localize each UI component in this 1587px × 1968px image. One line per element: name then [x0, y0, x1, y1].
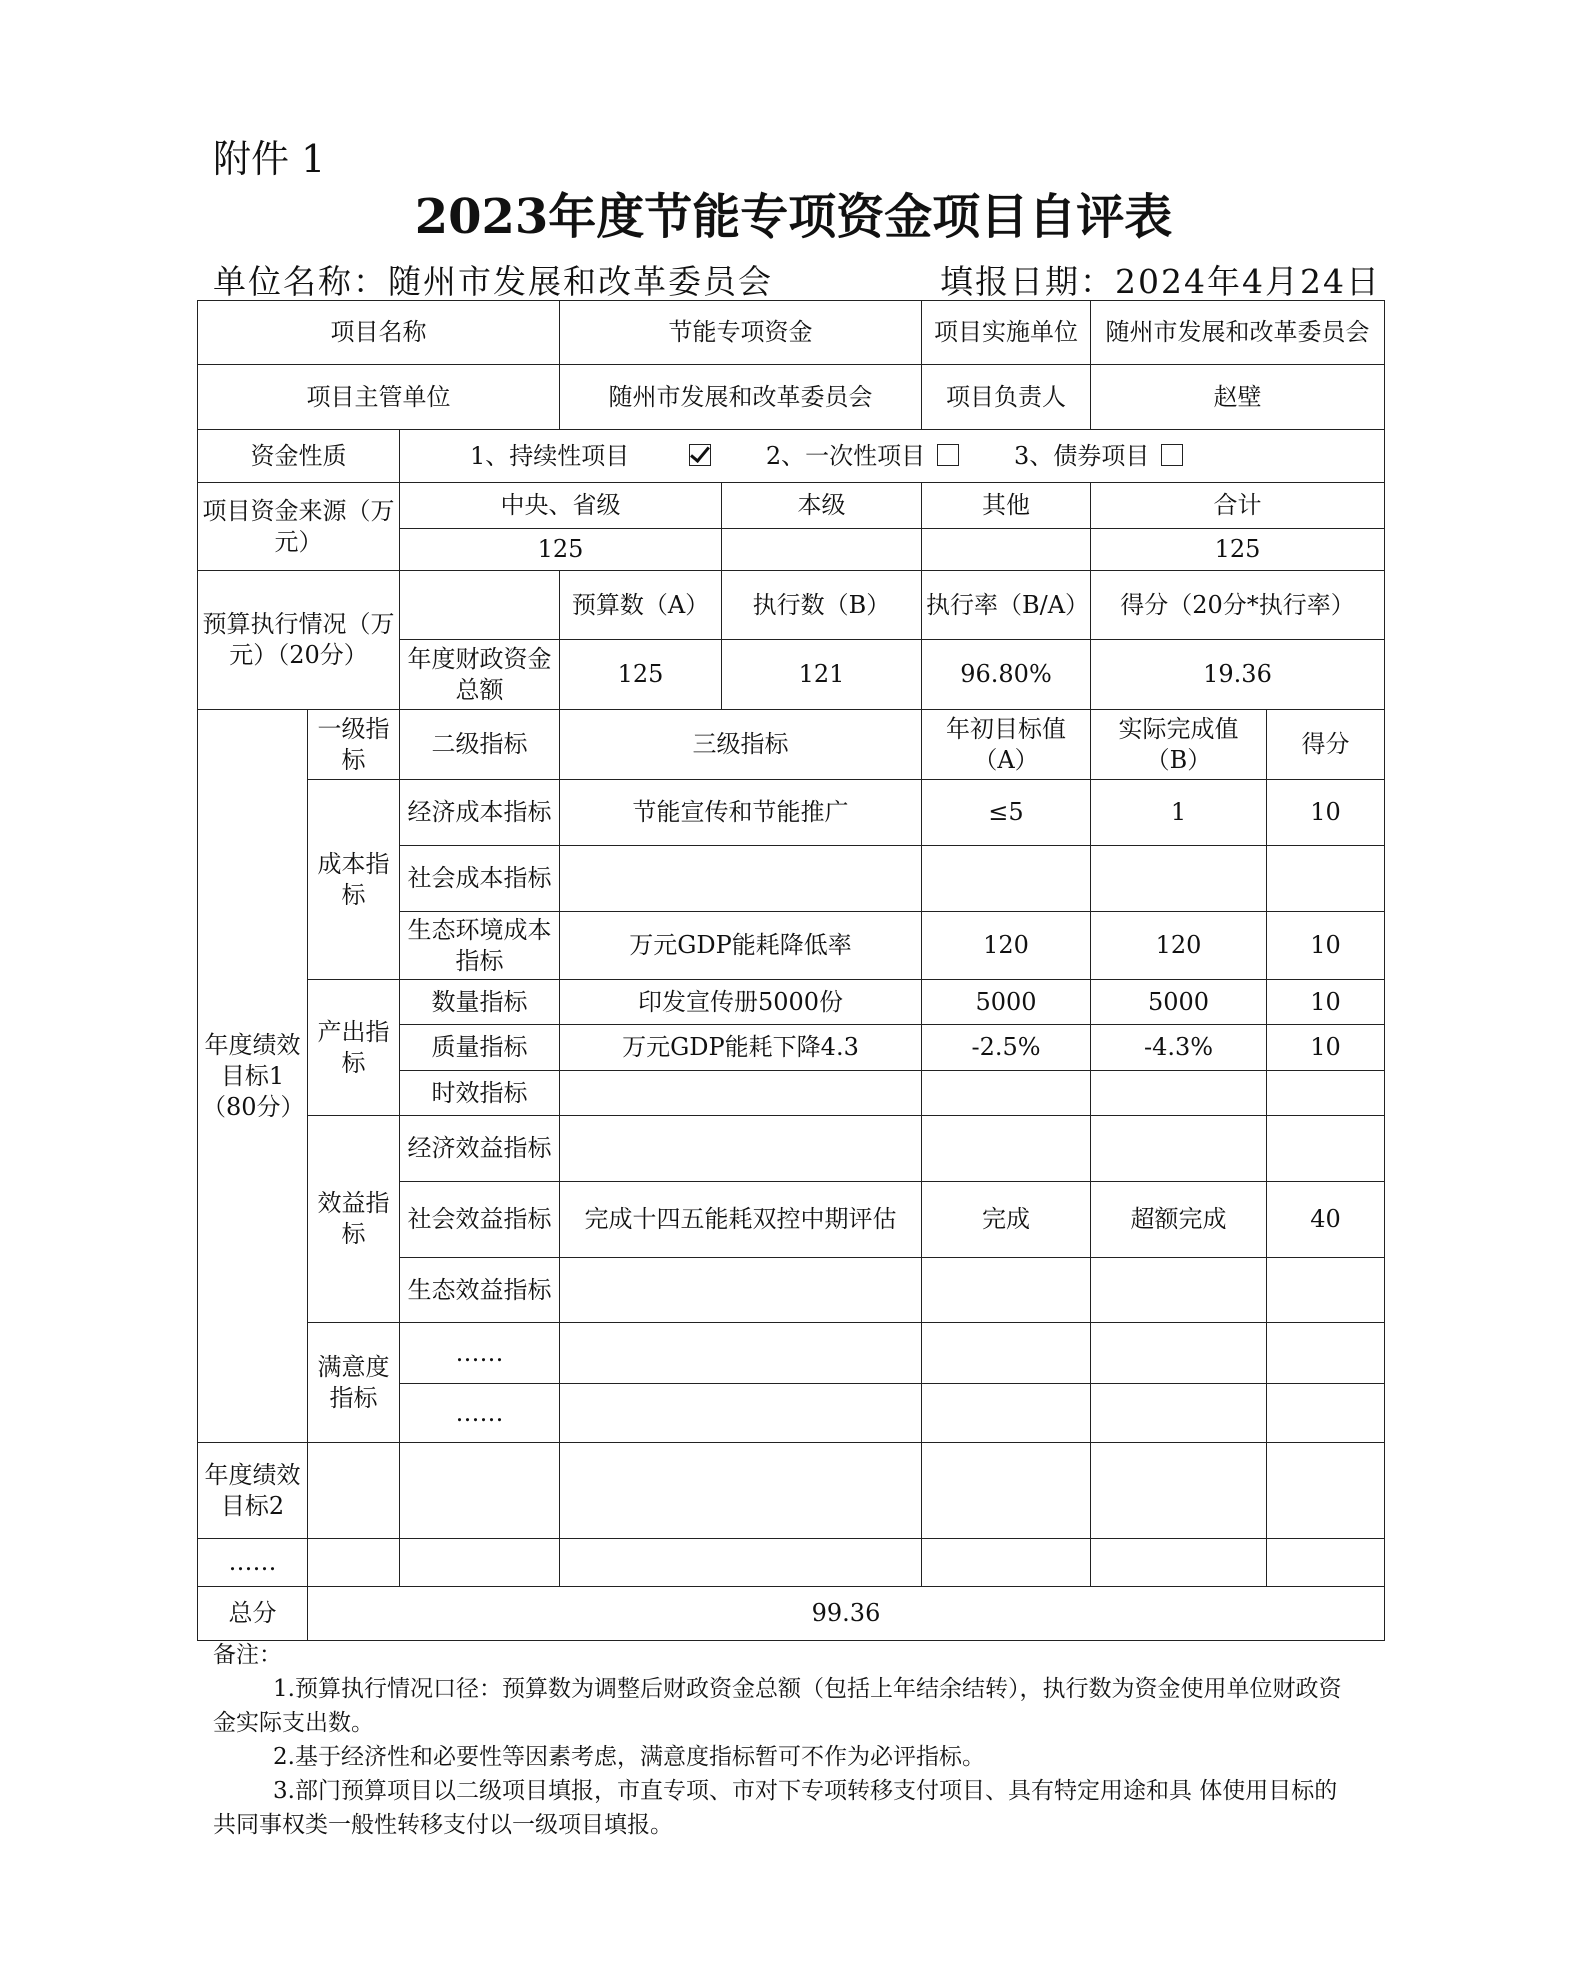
level1-header: 一级指标 [308, 710, 400, 780]
leader-label: 项目负责人 [922, 365, 1091, 430]
level3-header: 三级指标 [560, 710, 922, 780]
note-1: 1.预算执行情况口径：预算数为调整后财政资金总额（包括上年结余结转），执行数为资金使用单位财政资金实际支出数。 [213, 1676, 1342, 1736]
score-cell: 10 [1267, 980, 1385, 1025]
self-evaluation-table [197, 300, 1385, 1641]
goal2-label: 年度绩效目标2 [198, 1443, 308, 1539]
impl-unit-label: 项目实施单位 [922, 301, 1091, 365]
table-row [198, 780, 1385, 846]
target-cell [922, 1071, 1091, 1116]
table-row [198, 301, 1385, 365]
notes-heading: 备注： [213, 1642, 282, 1668]
level3-cell [560, 1258, 922, 1323]
level2-cell: …… [400, 1323, 560, 1384]
unit-name-line: 单位名称：随州市发展和改革委员会 [213, 262, 773, 301]
target-cell: -2.5% [922, 1025, 1091, 1071]
table-row [198, 1587, 1385, 1641]
fund-nature-label: 资金性质 [198, 430, 400, 483]
level2-header: 二级指标 [400, 710, 560, 780]
level3-cell: 万元GDP能耗下降4.3 [560, 1025, 922, 1071]
annual-fund-label: 年度财政资金总额 [400, 640, 560, 710]
note-3: 3.部门预算项目以二级项目填报，市直专项、市对下专项转移支付项目、具有特定用途和具 体使用目标的共同事权类一般性转移支付以一级项目填报。 [213, 1778, 1338, 1838]
target-cell: ≤5 [922, 780, 1091, 846]
score-value: 19.36 [1091, 640, 1385, 710]
target-header: 年初目标值（A） [922, 710, 1091, 780]
source-other-header: 其他 [922, 483, 1091, 529]
target-cell [922, 1116, 1091, 1182]
fund-nature-options [400, 430, 1385, 483]
actual-cell: 超额完成 [1091, 1182, 1267, 1258]
page-title: 2023年度节能专项资金项目自评表 [414, 189, 1173, 245]
actual-cell: 1 [1091, 780, 1267, 846]
target-cell [922, 1384, 1091, 1443]
target-cell [922, 846, 1091, 912]
target-cell [922, 1323, 1091, 1384]
target-cell: 完成 [922, 1182, 1091, 1258]
table-row [198, 980, 1385, 1025]
impl-unit-value: 随州市发展和改革委员会 [1091, 301, 1385, 365]
exec-value: 121 [722, 640, 922, 710]
score-cell [1267, 1071, 1385, 1116]
level3-cell: 印发宣传册5000份 [560, 980, 922, 1025]
option-continuing: 1、持续性项目 [470, 441, 630, 470]
option-bond: 3、债券项目 [1014, 441, 1150, 470]
level3-cell [560, 1116, 922, 1182]
target-cell: 5000 [922, 980, 1091, 1025]
source-total-header: 合计 [1091, 483, 1385, 529]
level2-cell: 数量指标 [400, 980, 560, 1025]
score-cell [1267, 1384, 1385, 1443]
level3-cell [560, 1323, 922, 1384]
budget-label: 预算执行情况（万元）（20分） [198, 571, 400, 710]
project-name-label: 项目名称 [198, 301, 560, 365]
checked-box-icon[interactable] [689, 444, 711, 466]
level2-cell: 时效指标 [400, 1071, 560, 1116]
attachment-label: 附件 1 [213, 137, 326, 181]
actual-cell: -4.3% [1091, 1025, 1267, 1071]
level2-cell: 生态环境成本指标 [400, 912, 560, 980]
score-header: 得分（20分*执行率） [1091, 571, 1385, 640]
level2-cell: 社会效益指标 [400, 1182, 560, 1258]
option-one-time: 2、一次性项目 [765, 441, 926, 470]
target-cell: 120 [922, 912, 1091, 980]
source-central-value: 125 [400, 529, 722, 571]
source-central-header: 中央、省级 [400, 483, 722, 529]
leader-value: 赵壁 [1091, 365, 1385, 430]
level2-cell: …… [400, 1384, 560, 1443]
score-cell [1267, 1258, 1385, 1323]
actual-cell [1091, 846, 1267, 912]
mgr-unit-value: 随州市发展和改革委员会 [560, 365, 922, 430]
budget-value: 125 [560, 640, 722, 710]
table-row [198, 365, 1385, 430]
actual-cell: 120 [1091, 912, 1267, 980]
source-local-header: 本级 [722, 483, 922, 529]
goal-ellipsis: …… [198, 1539, 308, 1587]
level3-cell: 节能宣传和节能推广 [560, 780, 922, 846]
score-cell [1267, 1323, 1385, 1384]
perf-score-header: 得分 [1267, 710, 1385, 780]
score-cell [1267, 846, 1385, 912]
mgr-unit-label: 项目主管单位 [198, 365, 560, 430]
actual-cell [1091, 1116, 1267, 1182]
fill-date-line: 填报日期：2024年4月24日 [940, 262, 1381, 301]
actual-cell: 5000 [1091, 980, 1267, 1025]
satisfaction-indicator-label: 满意度指标 [308, 1323, 400, 1443]
score-cell: 10 [1267, 1025, 1385, 1071]
goal1-label: 年度绩效目标1（80分） [198, 710, 308, 1443]
source-total-value: 125 [1091, 529, 1385, 571]
level3-cell: 万元GDP能耗降低率 [560, 912, 922, 980]
rate-value: 96.80% [922, 640, 1091, 710]
fund-source-label: 项目资金来源（万元） [198, 483, 400, 571]
table-row [198, 710, 1385, 780]
output-indicator-label: 产出指标 [308, 980, 400, 1116]
table-row [198, 430, 1385, 483]
level2-cell: 生态效益指标 [400, 1258, 560, 1323]
table-row [198, 1323, 1385, 1384]
cost-indicator-label: 成本指标 [308, 780, 400, 980]
project-name-value: 节能专项资金 [560, 301, 922, 365]
table-row [198, 571, 1385, 640]
level3-cell: 完成十四五能耗双控中期评估 [560, 1182, 922, 1258]
target-cell [922, 1258, 1091, 1323]
score-cell: 40 [1267, 1182, 1385, 1258]
actual-cell [1091, 1384, 1267, 1443]
table-row [198, 1116, 1385, 1182]
score-cell: 10 [1267, 780, 1385, 846]
actual-header: 实际完成值（B） [1091, 710, 1267, 780]
exec-header: 执行数（B） [722, 571, 922, 640]
table-row [198, 1539, 1385, 1587]
level2-cell: 社会成本指标 [400, 846, 560, 912]
level2-cell: 经济成本指标 [400, 780, 560, 846]
actual-cell [1091, 1071, 1267, 1116]
score-cell: 10 [1267, 912, 1385, 980]
level3-cell [560, 1071, 922, 1116]
total-score-label: 总分 [198, 1587, 308, 1641]
notes-section [213, 1638, 1353, 1842]
budget-header: 预算数（A） [560, 571, 722, 640]
level2-cell: 经济效益指标 [400, 1116, 560, 1182]
empty-box-icon[interactable] [937, 444, 959, 466]
benefit-indicator-label: 效益指标 [308, 1116, 400, 1323]
actual-cell [1091, 1258, 1267, 1323]
note-2: 2.基于经济性和必要性等因素考虑，满意度指标暂可不作为必评指标。 [273, 1744, 985, 1770]
level3-cell [560, 846, 922, 912]
level2-cell: 质量指标 [400, 1025, 560, 1071]
empty-box-icon[interactable] [1161, 444, 1183, 466]
score-cell [1267, 1116, 1385, 1182]
actual-cell [1091, 1323, 1267, 1384]
table-row [198, 483, 1385, 529]
total-score-value: 99.36 [308, 1587, 1385, 1641]
source-other-value [922, 529, 1091, 571]
table-row [198, 1443, 1385, 1539]
level3-cell [560, 1384, 922, 1443]
rate-header: 执行率（B/A） [922, 571, 1091, 640]
source-local-value [722, 529, 922, 571]
